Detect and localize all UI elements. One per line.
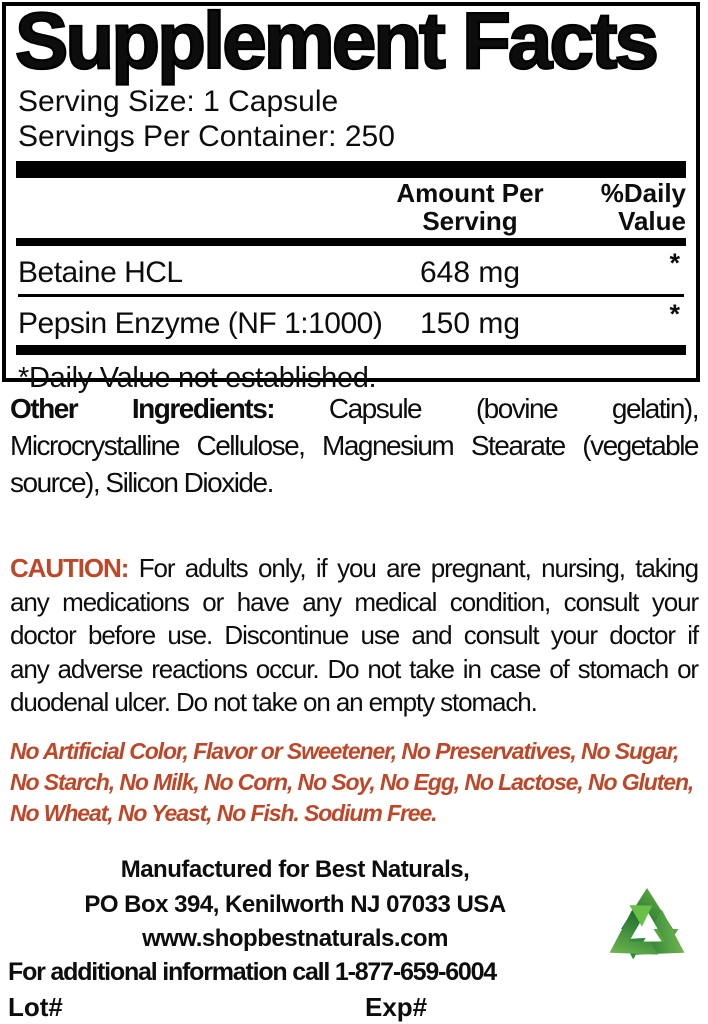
divider-medium-header xyxy=(16,238,686,246)
column-header-amount xyxy=(370,179,570,235)
other-ingredients-label: Other Ingredients: xyxy=(10,393,275,424)
column-header-daily-value xyxy=(576,179,686,235)
column-header-amount-line2: Serving xyxy=(422,205,518,236)
panel-title: Supplement Facts xyxy=(15,0,657,85)
divider-thick-top xyxy=(16,161,686,178)
caution-paragraph xyxy=(10,552,698,720)
table-row xyxy=(18,294,684,345)
table-header-row xyxy=(18,178,684,238)
ingredient-daily-value: * xyxy=(669,298,680,329)
caution-label: CAUTION: xyxy=(10,553,129,583)
manufactured-for: Manufactured for Best Naturals, xyxy=(120,856,470,883)
claims-line: No Starch, No Milk, No Corn, No Soy, No Egg, No Lactose, No Gluten, xyxy=(10,769,694,795)
caution-line: doctor before use. Discontinue use and consult your doctor if xyxy=(10,620,698,650)
other-ingredients-paragraph xyxy=(10,390,698,501)
other-ingredients-line xyxy=(10,390,698,427)
manufacturer-address: PO Box 394, Kenilworth NJ 07033 USA xyxy=(84,890,506,918)
manufacturer-website: www.shopbestnaturals.com xyxy=(142,925,448,952)
free-from-claims xyxy=(10,736,700,829)
column-header-dv-line2: Value xyxy=(618,205,686,236)
ingredient-amount: 648 mg xyxy=(419,255,521,289)
exp-label: Exp# xyxy=(365,992,428,1022)
table-row xyxy=(18,246,684,294)
other-ingredients-line: Microcrystalline Cellulose, Magnesium Stearate (vegetable xyxy=(10,430,698,461)
divider-thick-bottom xyxy=(16,345,686,355)
supplement-facts-panel xyxy=(2,0,700,394)
ingredient-amount: 150 mg xyxy=(419,306,521,340)
manufacturer-block xyxy=(0,853,590,957)
caution-line xyxy=(10,552,698,586)
caution-line: any medications or have any medical condition, consult your xyxy=(10,586,698,617)
serving-size: Serving Size: 1 Capsule xyxy=(18,84,339,118)
ingredient-name: Betaine HCL xyxy=(18,255,183,289)
other-ingredients-text: Capsule (bovine gelatin), xyxy=(328,393,698,424)
claims-line: No Wheat, No Yeast, No Fish. Sodium Free. xyxy=(10,800,437,826)
lot-label: Lot# xyxy=(8,992,63,1022)
caution-line: any adverse reactions occur. Do not take in case of stomach or xyxy=(10,653,698,684)
servings-per-container: Servings Per Container: 250 xyxy=(18,119,395,153)
caution-line: duodenal ulcer. Do not take on an empty stomach. xyxy=(10,687,537,717)
column-header-amount-line1: Amount Per xyxy=(396,177,544,208)
column-header-dv-line1: %Daily xyxy=(600,177,686,208)
recycle-icon xyxy=(593,864,701,994)
daily-value-footnote: *Daily Value not established. xyxy=(18,361,377,394)
ingredient-name: Pepsin Enzyme (NF 1:1000) xyxy=(18,306,383,340)
ingredient-daily-value: * xyxy=(669,247,680,278)
phone-info-line: For additional information call 1-877-659-6004 xyxy=(8,958,497,986)
claims-line: No Artificial Color, Flavor or Sweetener, No Preservatives, No Sugar, xyxy=(10,738,679,764)
caution-text: For adults only, if you are pregnant, nursing, taking xyxy=(138,553,698,583)
lot-exp-row xyxy=(8,992,698,1022)
other-ingredients-line: source), Silicon Dioxide. xyxy=(10,467,273,498)
